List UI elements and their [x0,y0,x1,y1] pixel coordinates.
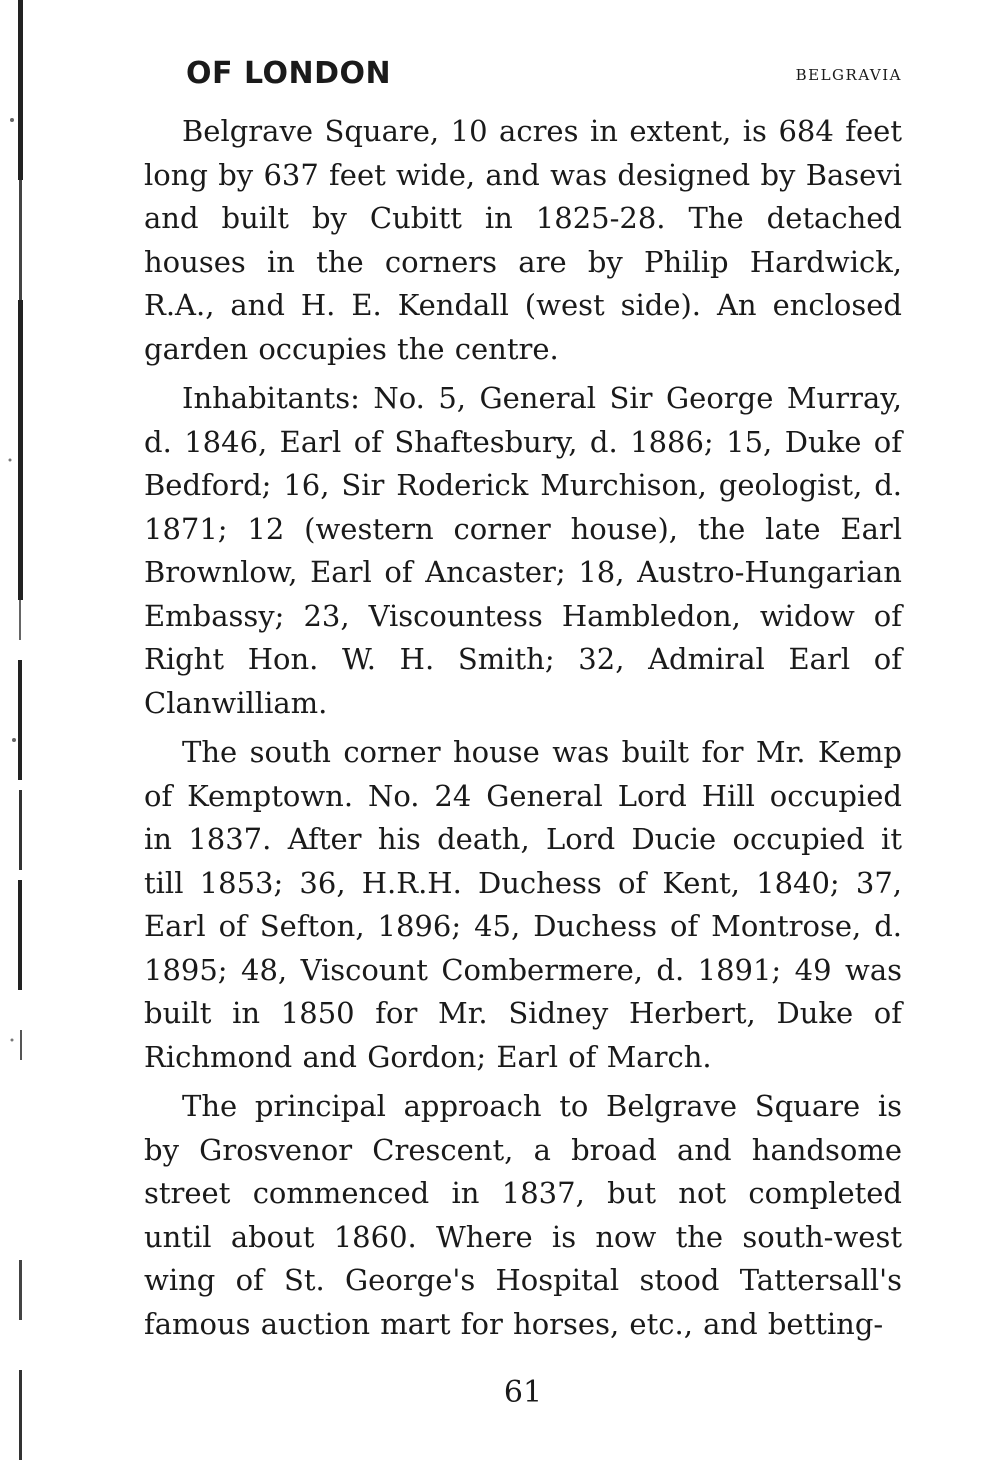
running-head-right: BELGRAVIA [795,66,902,84]
body-text [144,110,902,1346]
book-page [144,50,902,1410]
page-binding-edge [0,0,34,1474]
page-number: 61 [503,1375,543,1410]
paragraph-belgrave-square: Belgrave Square, 10 acres in extent, is 684 feet long by 637 feet wide, and was designed by Basevi and built by Cubitt in 1825-28. The detached houses in the corners are by Philip Hardwick, R.A., and H. E. Kendall (west side). An enclosed garden occupies the centre. [144,114,902,366]
page-header [144,50,902,100]
paragraph-principal-approach: The principal approach to Belgrave Square is by Grosvenor Crescent, a broad and handsome street commenced in 1837, but not completed until about 1860. Where is now the south-west wing of St. George's Hospital stood Tattersall's famous auction mart for horses, etc., and betting- [144,1089,902,1341]
paragraph-south-corner-house: The south corner house was built for Mr. Kemp of Kemptown. No. 24 General Lord Hill occupied in 1837. After his death, Lord Ducie occupied it till 1853; 36, H.R.H. Duchess of Kent, 1840; 37, Earl of Sefton, 1896; 45, Duchess of Montrose, d. 1895; 48, Viscount Combermere, d. 1891; 49 was built in 1850 for Mr. Sidney Herbert, Duke of Richmond and Gordon; Earl of March. [144,735,902,1074]
running-head-left: OF LONDON [186,56,392,91]
paragraph-inhabitants: Inhabitants: No. 5, General Sir George Murray, d. 1846, Earl of Shaftesbury, d. 1886; 15, Duke of Bedford; 16, Sir Roderick Murchison, geologist, d. 1871; 12 (western corner house), the late Earl Brownlow, Earl of Ancaster; 18, Austro-Hungarian Embassy; 23, Viscountess Hambledon, widow of Right Hon. W. H. Smith; 32, Admiral Earl of Clanwilliam. [144,381,902,720]
